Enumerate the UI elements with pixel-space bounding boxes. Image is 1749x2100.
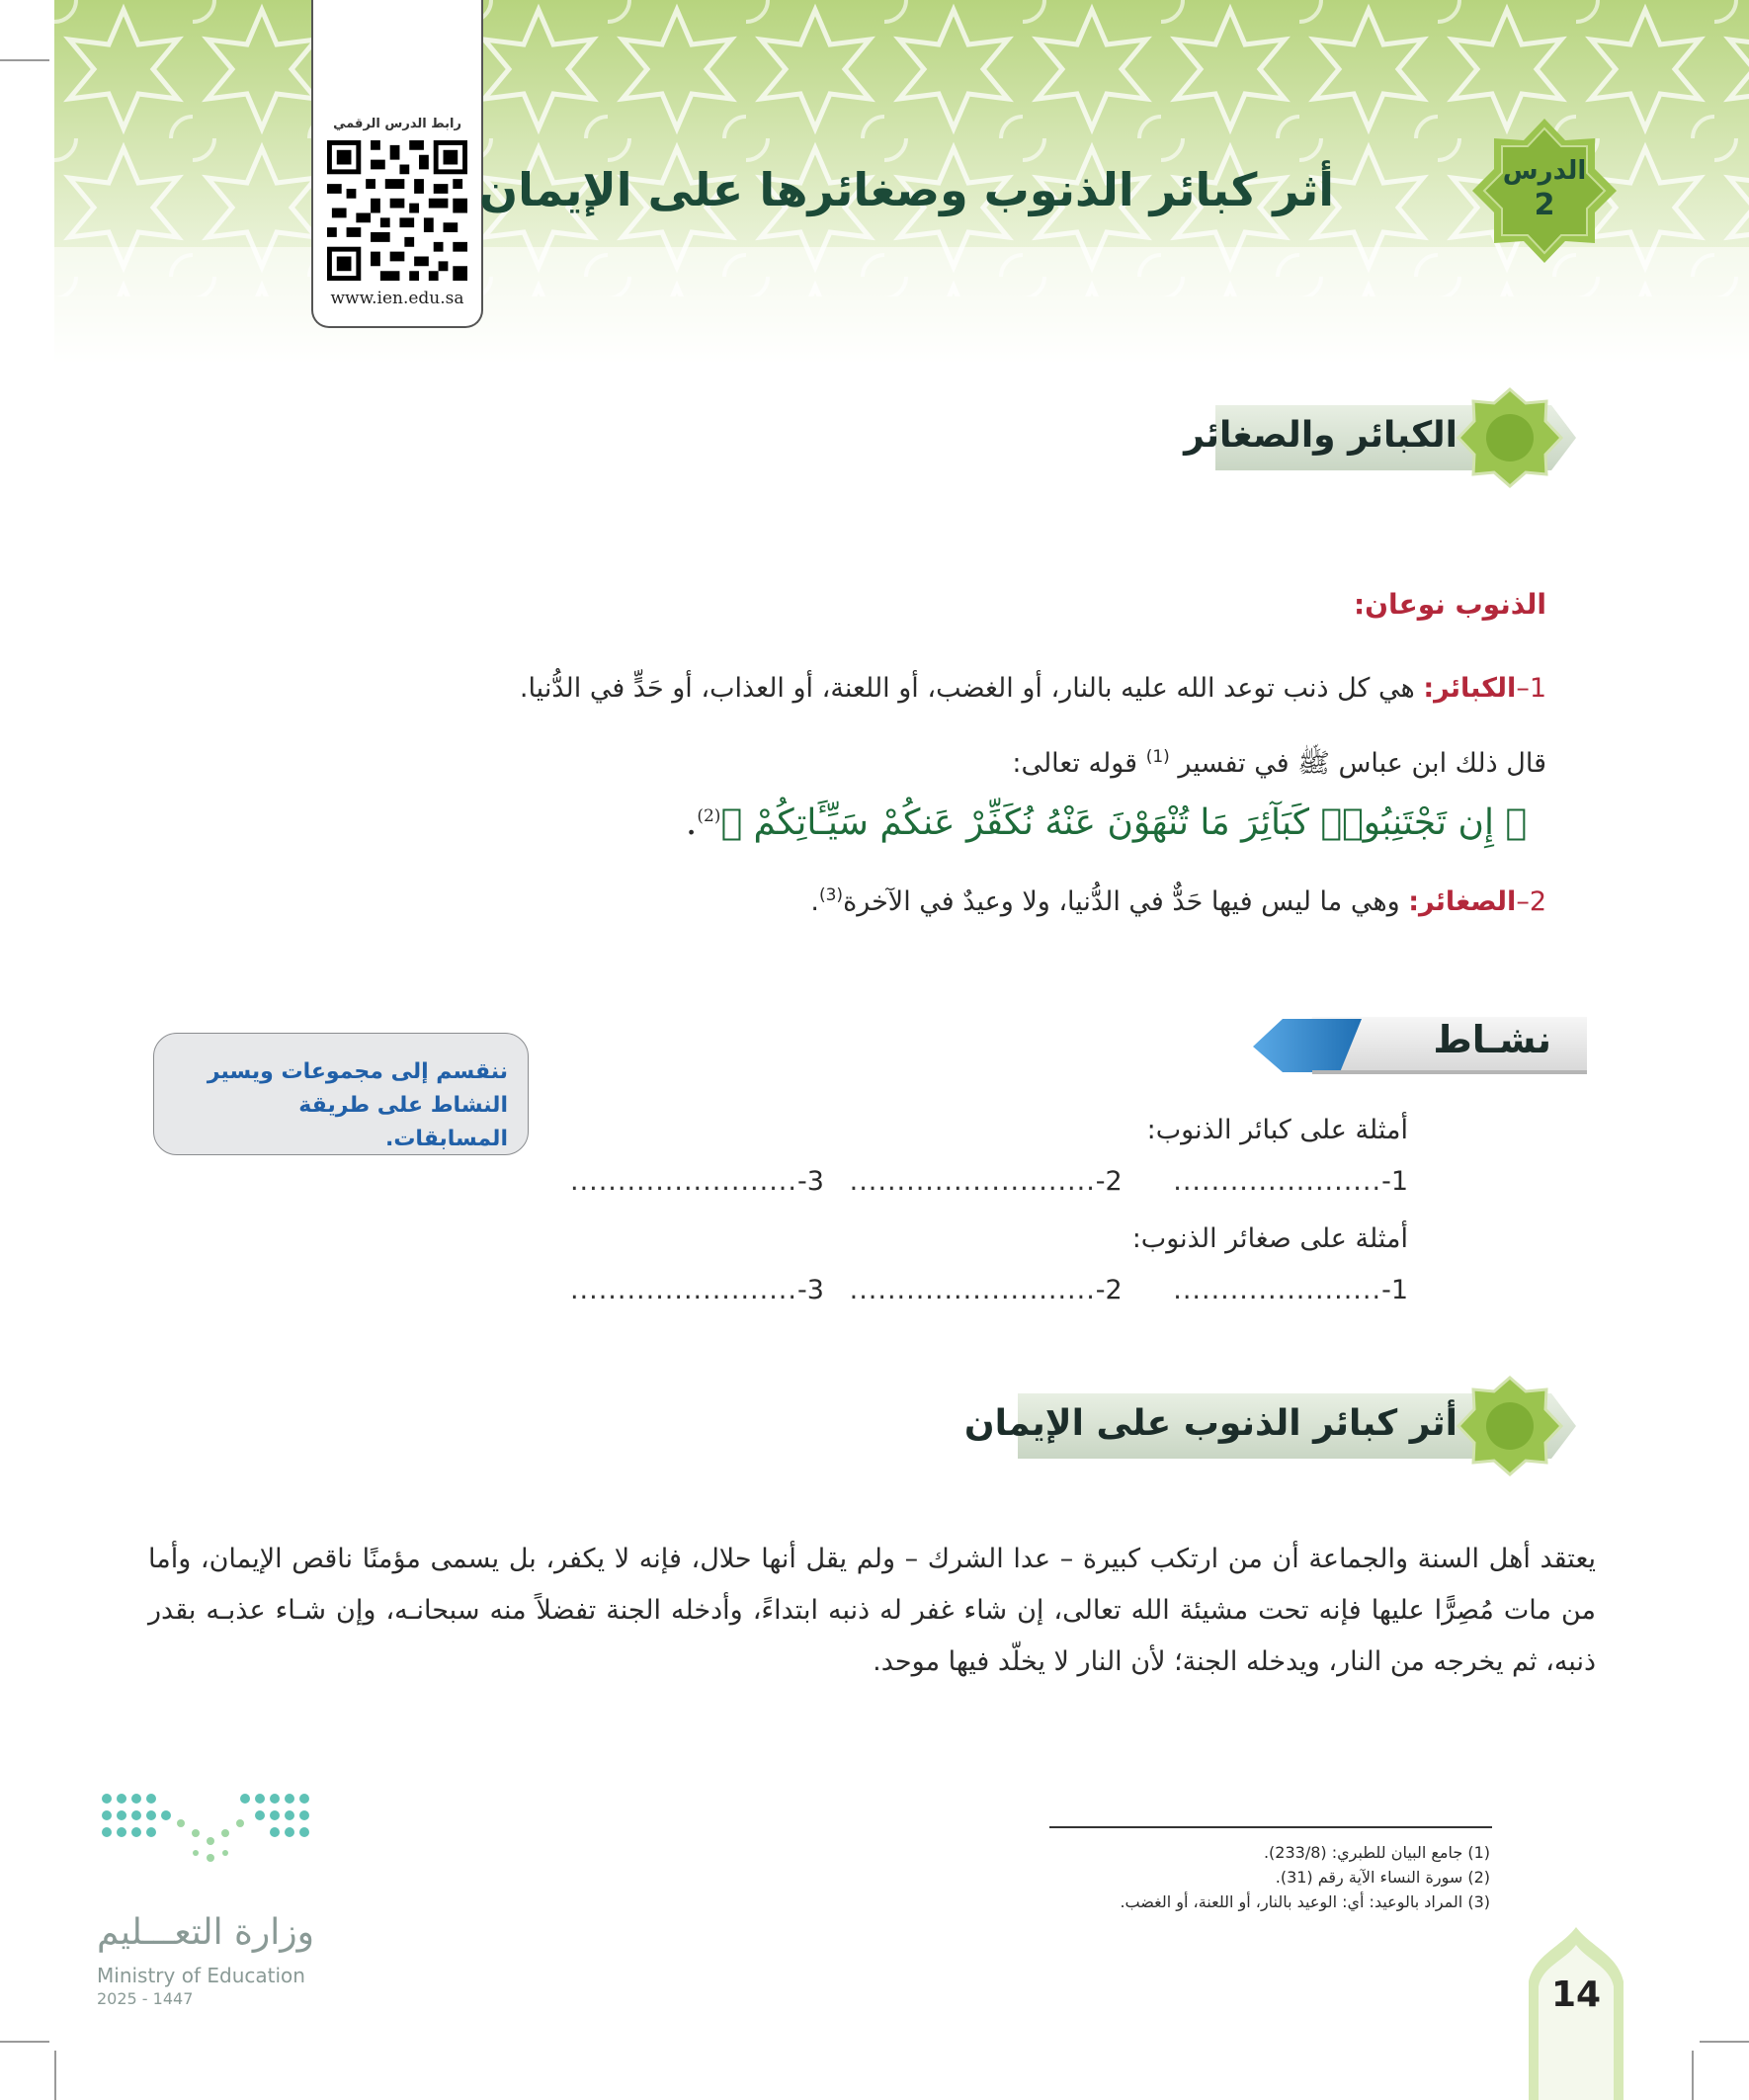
item-term: الكبائر:	[1423, 673, 1517, 704]
answer-blank[interactable]: ........................	[569, 1166, 797, 1197]
activity-heading: نشـاط	[1433, 1018, 1551, 1061]
item-number: 1–	[1516, 673, 1546, 704]
page-number: 14	[1550, 1974, 1602, 2015]
answer-blank[interactable]: ..........................	[849, 1166, 1096, 1197]
footnote-2: (2) سورة النساء الآية رقم (31).	[1275, 1868, 1490, 1887]
answer-blank[interactable]: ......................	[1173, 1166, 1382, 1197]
citation-line	[183, 736, 1546, 785]
answer-blank[interactable]: ..........................	[849, 1275, 1096, 1305]
crop-mark	[0, 2041, 49, 2043]
activity-note-text: ننقسم إلى مجموعات ويسير النشاط على طريقة المسابقات.	[207, 1059, 508, 1151]
quran-end: .	[685, 802, 698, 843]
citation-after: قوله تعالى:	[1012, 748, 1138, 779]
types-subheading: الذنوب نوعان:	[1353, 588, 1546, 621]
qr-card[interactable]	[311, 0, 483, 328]
footnote-ref: (1)	[1145, 747, 1170, 767]
footnote-divider	[1049, 1826, 1492, 1828]
footnote-ref: (2)	[697, 806, 721, 826]
lesson-label: الدرس	[1502, 156, 1587, 186]
blank-number: 3-	[796, 1275, 824, 1305]
crop-mark	[0, 59, 49, 61]
qr-label: رابط الدرس الرقمي	[333, 117, 461, 131]
ministry-name-english: Ministry of Education	[97, 1964, 305, 1987]
major-sins-definition	[183, 668, 1546, 710]
quran-text: ﴿ إِن تَجْتَنِبُوا۟ كَبَآئِرَ مَا تُنْهَوْنَ عَنْهُ نُكَفِّرْ عَنكُمْ سَيِّـَٔاتِكُمْ ﴾	[720, 802, 1527, 843]
minor-examples-blanks[interactable]	[361, 1275, 1408, 1305]
item-term: الصغائر:	[1408, 886, 1517, 917]
item-end: .	[810, 886, 819, 917]
item-number: 2–	[1516, 886, 1546, 917]
edition-year: 2025 - 1447	[97, 1989, 194, 2008]
section-heading-major-minor: الكبائر والصغائر	[1184, 415, 1458, 456]
blank-number: 2-	[1095, 1166, 1123, 1197]
answer-blank[interactable]: ......................	[1173, 1275, 1382, 1305]
page-title: أثر كبائر الذنوب وصغائرها على الإيمان	[478, 163, 1334, 216]
footnote-3: (3) المراد بالوعيد: أي: الوعيد بالنار، أو اللعنة، أو الغضب.	[1120, 1892, 1490, 1911]
crop-mark	[1692, 2051, 1694, 2100]
crop-mark	[1700, 2041, 1749, 2043]
major-examples-blanks[interactable]	[361, 1166, 1408, 1197]
citation-before: قال ذلك ابن عباس ﷺ في تفسير	[1178, 748, 1546, 779]
blank-number: 3-	[796, 1166, 824, 1197]
blank-number: 1-	[1381, 1166, 1408, 1197]
qr-url[interactable]: www.ien.edu.sa	[330, 289, 464, 308]
minor-sins-definition	[183, 875, 1546, 923]
footnote-1: (1) جامع البيان للطبري: (233/8).	[1263, 1843, 1490, 1862]
qr-code-icon[interactable]	[327, 140, 467, 281]
section-heading-effect: أثر كبائر الذنوب على الإيمان	[963, 1403, 1458, 1444]
answer-blank[interactable]: ........................	[569, 1275, 797, 1305]
item-text: وهي ما ليس فيها حَدٌّ في الدُّنيا، ولا وعيدٌ في الآخرة	[843, 886, 1400, 917]
footnote-ref: (3)	[818, 885, 844, 905]
ministry-logo-icon	[97, 1784, 316, 1892]
minor-examples-prompt: أمثلة على صغائر الذنوب:	[1131, 1223, 1408, 1254]
blank-number: 1-	[1381, 1275, 1408, 1305]
item-text: هي كل ذنب توعد الله عليه بالنار، أو الغضب، أو اللعنة، أو العذاب، أو حَدٍّ في الدُّنيا.	[519, 673, 1415, 704]
lesson-number: 2	[1534, 188, 1555, 222]
blank-number: 2-	[1095, 1275, 1123, 1305]
lesson-badge	[1470, 156, 1619, 222]
major-examples-prompt: أمثلة على كبائر الذنوب:	[1146, 1115, 1408, 1145]
quran-verse	[686, 802, 1527, 843]
crop-mark	[54, 2051, 56, 2100]
ministry-name-arabic: وزارة التعـــليم	[97, 1912, 315, 1953]
effect-paragraph: يعتقد أهل السنة والجماعة أن من ارتكب كبيرة – عدا الشرك – ولم يقل أنها حلال، فإنه لا يكفر، بل يسمى مؤمنًا ناقص الإيمان، وأما من مات مُصِرًّا عليها فإنه تحت مشيئة الله تعالى، إن شاء غفر له ذنبه ابتداءً، وأدخله الجنة تفضلاً منه سبحانـه، وإن شـاء عذبـه بقدر ذنبه، ثم يخرجه من النار، ويدخله الجنة؛ لأن النار لا يخلّد فيها موحد.	[148, 1544, 1596, 1677]
